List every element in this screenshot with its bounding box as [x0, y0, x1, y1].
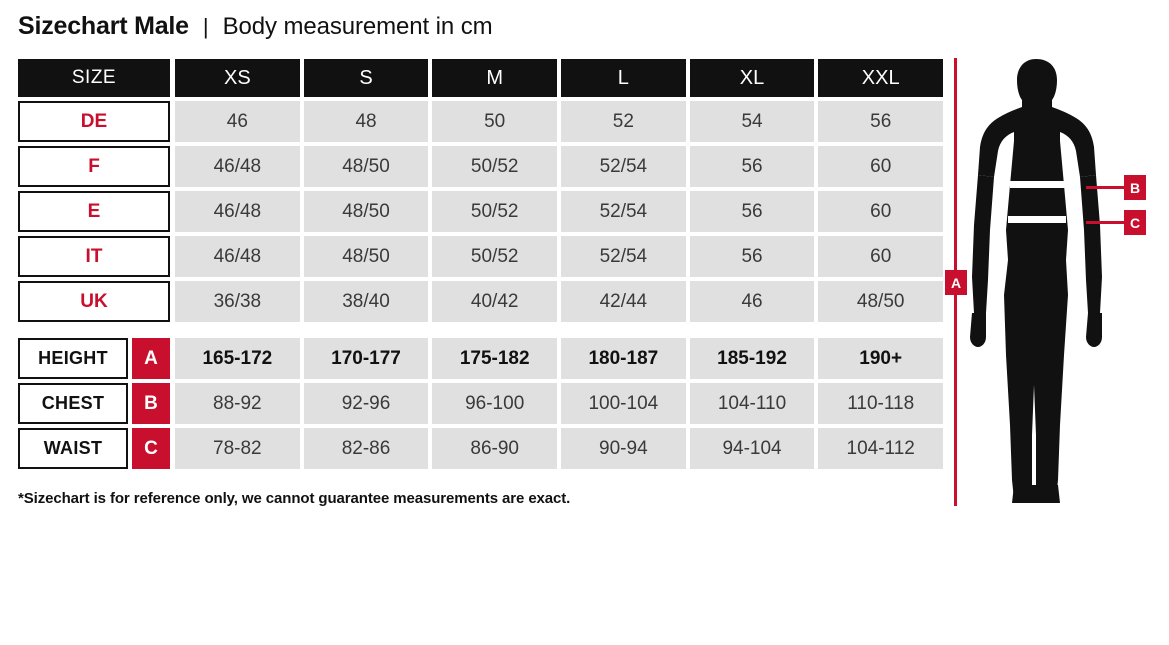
- row-label-height: HEIGHT: [18, 338, 128, 379]
- cell-uk-xs: 36/38: [175, 281, 300, 322]
- cell-it-l: 52/54: [561, 236, 686, 277]
- table-row: [18, 191, 943, 232]
- row-label-chest-wrap: [18, 383, 170, 424]
- table-row: [18, 236, 943, 277]
- cell-height-xl: 185-192: [690, 338, 815, 379]
- chest-band: [1010, 181, 1068, 188]
- cell-height-xxl: 190+: [818, 338, 943, 379]
- cell-de-xxl: 56: [818, 101, 943, 142]
- cell-it-s: 48/50: [304, 236, 429, 277]
- body-figure: [944, 55, 1154, 510]
- cell-waist-s: 82-86: [304, 428, 429, 469]
- cell-f-xs: 46/48: [175, 146, 300, 187]
- cell-height-m: 175-182: [432, 338, 557, 379]
- cell-de-xl: 54: [690, 101, 815, 142]
- cell-height-xs: 165-172: [175, 338, 300, 379]
- row-label-waist-wrap: [18, 428, 170, 469]
- title-main: Sizechart Male: [18, 12, 189, 40]
- cell-de-m: 50: [432, 101, 557, 142]
- row-label-uk: UK: [18, 281, 170, 322]
- table-row: [18, 101, 943, 142]
- cell-waist-xs: 78-82: [175, 428, 300, 469]
- table-row: [18, 338, 943, 379]
- cell-f-xl: 56: [690, 146, 815, 187]
- footnote: *Sizechart is for reference only, we cannot guarantee measurements are exact.: [18, 490, 571, 507]
- cell-f-m: 50/52: [432, 146, 557, 187]
- cell-uk-m: 40/42: [432, 281, 557, 322]
- table-row: [18, 146, 943, 187]
- cell-waist-l: 90-94: [561, 428, 686, 469]
- cell-chest-xl: 104-110: [690, 383, 815, 424]
- cell-it-xxl: 60: [818, 236, 943, 277]
- cell-it-xl: 56: [690, 236, 815, 277]
- cell-e-s: 48/50: [304, 191, 429, 232]
- cell-uk-l: 42/44: [561, 281, 686, 322]
- header-size-xs: XS: [175, 59, 300, 97]
- cell-f-l: 52/54: [561, 146, 686, 187]
- row-label-e: E: [18, 191, 170, 232]
- section-spacer: [18, 326, 943, 338]
- waist-band: [1008, 216, 1066, 223]
- page-title: [18, 12, 493, 41]
- cell-e-xxl: 60: [818, 191, 943, 232]
- cell-de-s: 48: [304, 101, 429, 142]
- chest-leader-line: [1086, 186, 1126, 189]
- cell-it-m: 50/52: [432, 236, 557, 277]
- header-size-l: L: [561, 59, 686, 97]
- cell-height-l: 180-187: [561, 338, 686, 379]
- title-subtitle: Body measurement in cm: [222, 13, 493, 40]
- cell-e-m: 50/52: [432, 191, 557, 232]
- cell-waist-xl: 94-104: [690, 428, 815, 469]
- cell-chest-l: 100-104: [561, 383, 686, 424]
- row-label-it: IT: [18, 236, 170, 277]
- cell-chest-xxl: 110-118: [818, 383, 943, 424]
- row-label-de: DE: [18, 101, 170, 142]
- cell-e-l: 52/54: [561, 191, 686, 232]
- figure-badge-c: C: [1124, 210, 1146, 235]
- figure-badge-b: B: [1124, 175, 1146, 200]
- male-body-silhouette: [964, 55, 1139, 510]
- cell-uk-xl: 46: [690, 281, 815, 322]
- cell-chest-m: 96-100: [432, 383, 557, 424]
- cell-waist-xxl: 104-112: [818, 428, 943, 469]
- header-size-m: M: [432, 59, 557, 97]
- row-label-chest: CHEST: [18, 383, 128, 424]
- cell-f-s: 48/50: [304, 146, 429, 187]
- table-row: [18, 383, 943, 424]
- row-label-height-wrap: [18, 338, 170, 379]
- figure-badge-a: A: [945, 270, 967, 295]
- badge-waist-c: C: [132, 428, 170, 469]
- badge-height-a: A: [132, 338, 170, 379]
- cell-it-xs: 46/48: [175, 236, 300, 277]
- row-label-waist: WAIST: [18, 428, 128, 469]
- cell-chest-xs: 88-92: [175, 383, 300, 424]
- row-label-f: F: [18, 146, 170, 187]
- header-size-xl: XL: [690, 59, 815, 97]
- cell-chest-s: 92-96: [304, 383, 429, 424]
- title-separator: |: [202, 14, 209, 39]
- cell-de-xs: 46: [175, 101, 300, 142]
- cell-e-xs: 46/48: [175, 191, 300, 232]
- cell-f-xxl: 60: [818, 146, 943, 187]
- waist-leader-line: [1086, 221, 1126, 224]
- header-size-s: S: [304, 59, 429, 97]
- table-row: [18, 428, 943, 469]
- cell-uk-xxl: 48/50: [818, 281, 943, 322]
- cell-height-s: 170-177: [304, 338, 429, 379]
- cell-waist-m: 86-90: [432, 428, 557, 469]
- header-size-label: SIZE: [18, 59, 170, 97]
- cell-e-xl: 56: [690, 191, 815, 232]
- cell-de-l: 52: [561, 101, 686, 142]
- cell-uk-s: 38/40: [304, 281, 429, 322]
- header-size-xxl: XXL: [818, 59, 943, 97]
- sizechart-table: [18, 59, 943, 473]
- table-row: [18, 281, 943, 322]
- badge-chest-b: B: [132, 383, 170, 424]
- table-header-row: [18, 59, 943, 97]
